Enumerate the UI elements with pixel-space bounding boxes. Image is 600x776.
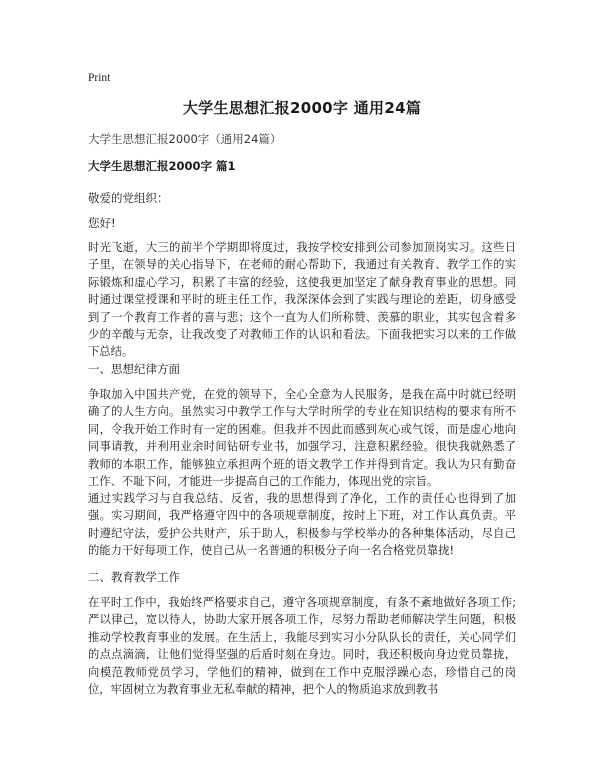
paragraph-ideology-1: 争取加入中国共产党，在党的领导下，全心全意为人民服务，是我在高中时就已经明确了的人生方向。虽然实习中教学工作与大学时所学的专业在知识结构的要求有所不同，令我开始工作时有一定的困难。但我并不因此而感到灰心或气馁，而是虚心地向同事请教，并利用业余时间钻研专业书，加强学习，注意积累经验。很快我就熟悉了教师的本职工作，能够独立承担两个班的语文教学工作并得到肯定。我认为只有勤奋工作、不耻下问，才能进一步提高自己的工作能力，体现出党的宗旨。 xyxy=(88,388,516,489)
greeting: 您好! xyxy=(88,216,116,230)
paragraph-intro: 时光飞逝，大三的前半个学期即将度过，我按学校安排到公司参加顶岗实习。这些日子里，在领导的关心指导下，在老师的耐心帮助下，我通过有关教育、教学工作的实际锻炼和虚心学习，积累了丰富的经验，这使我更加坚定了献身教育事业的思想。同时通过课堂授课和平时的班主任工作，我深深体会到了实践与理论的差距，切身感受到了一个教育工作者的喜与悲；这个一直为人们所称赞、羡慕的职业，其实包含着多少的辛酸与无奈，让我改变了对教师工作的认识和看法。下面我把实习以来的工作做下总结。 xyxy=(88,241,516,359)
print-label[interactable]: Print xyxy=(88,72,111,84)
document-title: 大学生思想汇报2000字 通用24篇 xyxy=(182,99,422,117)
salutation: 敬爱的党组织： xyxy=(88,191,169,205)
paragraph-teaching: 在平时工作中，我始终严格要求自己，遵守各项规章制度，有条不紊地做好各项工作;严以律己，宽以待人，协助大家开展各项工作，尽努力帮助老师解决学生问题，积极推动学校教育事业的发展。在生活上，我能尽到实习小分队队长的责任，关心同学们的点点滴滴，让他们觉得坚强的后盾时刻在身边。同时，我还积极向身边党员靠拢，向模范教师党员学习，学他们的精神，做到在工作中克服浮躁心态，珍惜自己的岗位，牢固树立为教育事业无私奉献的精神，把个人的物质追求放到教书 xyxy=(88,596,516,697)
paragraph-ideology-2: 通过实践学习与自我总结、反省，我的思想得到了净化，工作的责任心也得到了加强。实习期间，我严格遵守四中的各项规章制度，按时上下班，对工作认真负责。平时遵纪守法，爱护公共财产，乐于助人，积极参与学校举办的各种集体活动，尽自己的能力干好每项工作，使自己从一名普通的积极分子向一名合格党员靠拢! xyxy=(88,492,516,558)
section-heading-teaching: 二、教育教学工作 xyxy=(88,570,180,584)
article-heading: 大学生思想汇报2000字 篇1 xyxy=(88,159,236,173)
document-subtitle: 大学生思想汇报2000字（通用24篇） xyxy=(88,132,282,146)
section-heading-ideology: 一、思想纪律方面 xyxy=(88,362,180,376)
